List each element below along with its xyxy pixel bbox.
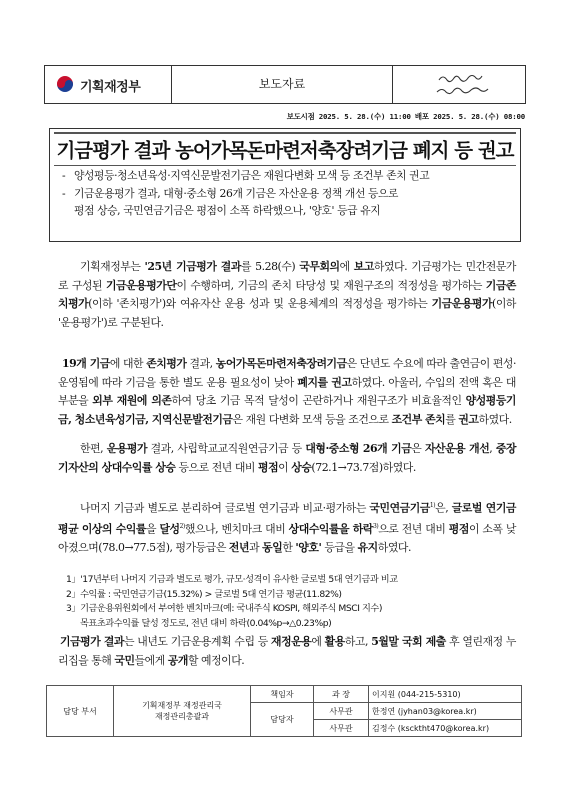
title-rule-bottom (54, 165, 516, 166)
ministry-name: 기획재정부 (80, 80, 141, 95)
slogan-calligraphy-icon (433, 71, 513, 99)
footnote-2: 2」수익률 : 국민연금기금(15.32%) > 글로벌 5대 연기금 평균(11.82%) (66, 588, 342, 600)
footnotes (66, 573, 516, 631)
paragraph-2: 19개 기금에 대한 존치평가 결과, 농어가목돈마련저축장려기금은 단년도 수요에 따라 출연금이 편성·운영됨에 따라 기금을 통한 별도 운용 필요성이 낮아 폐지를 권고하였다. 아울러, 수입의 전액 혹은 대부분을 외부 재원에 의존하여 당초 기금 목적 달성이 곤란하거나 재원구조가 비효율적인 양성평등기금, 청소년육성기금, 지역신문발전기금은 재원 다변화 모색 등을 조건으로 조건부 존치를 권고하였다. (58, 357, 516, 426)
headline: 기금평가 결과 농어가목돈마련저축장려기금 폐지 등 권고 (56, 139, 514, 162)
footnote-3: 3」기금운용위원회에서 부여한 벤치마크(예: 국내주식 KOSPI, 해외주식 MSCI 지수) (66, 603, 382, 615)
footnote-1: 1」'17년부터 나머지 기금과 별도로 평가, 규모·성격이 유사한 글로벌 5대 연기금과 비교 (66, 574, 398, 585)
dept-label: 담당 부서 (47, 686, 114, 737)
embargo-line: 보도시점 2025. 5. 28.(수) 11:00 배포 2025. 5. 28.(수) 08:00 (286, 112, 525, 121)
paragraph-4: 나머지 기금과 별도로 분리하여 글로벌 연기금과 비교·평가하는 국민연금기금$^{1)}$은, 글로벌 연기금 평균 이상의 수익률을 달성$^{2)}$했으나, 벤치마크 대비 상대수익률을 하락$^{3)}$으로 전년 대비 평점이 소폭 낮아졌으며(78.0→77.5점), 평가등급은 전년과 동일한 '양호' 등급을 유지하였다. (58, 501, 516, 555)
ministry-logo (45, 66, 172, 103)
title-rule-top (54, 132, 516, 134)
subtitle-1: - 양성평등·청소년육성·지역신문발전기금은 재원다변화 모색 등 조건부 존치 권고 (62, 169, 430, 182)
subtitle-2: - 기금운용평가 결과, 대형·중소형 26개 기금은 자산운용 정책 개선 등으로 (62, 187, 399, 200)
contact-info: 김정수 (kscktht470@korea.kr) (369, 720, 522, 737)
contact-info: 이지원 (044-215-5310) (369, 686, 522, 703)
contact-title: 과 장 (314, 686, 369, 703)
staff-label: 담당자 (251, 703, 314, 737)
contact-info: 한정연 (jyhan03@korea.kr) (369, 703, 522, 720)
paragraph-1: 기획재정부는 '25년 기금평가 결과를 5.28(수) 국무회의에 보고하였다. 기금평가는 민간전문가로 구성된 기금운용평가단이 수행하며, 기금의 존치 타당성 및 재원구조의 적정성을 평가하는 기금존치평가(이하 '존치평가')와 여유자산 운용 성과 및 운용체계의 적정성을 평가하는 기금운용평가(이하 '운용평가')로 구분된다. (58, 260, 516, 329)
contact-title: 사무관 (314, 703, 369, 720)
head-label: 책임자 (251, 686, 314, 703)
press-header (44, 65, 526, 104)
title-box (49, 128, 521, 242)
paragraph-5: 기금평가 결과는 내년도 기금운용계획 수립 등 재정운용에 활용하고, 5월말 국회 제출 후 열린재정 누리집을 통해 국민들에게 공개할 예정이다. (58, 635, 516, 667)
taegeuk-logo-icon (55, 74, 75, 94)
footnote-3-cont: 목표초과수익률 달성 정도로, 전년 대비 하락(0.04%p→△0.23%p) (80, 617, 332, 629)
paragraph-3: 한편, 운용평가 결과, 사립학교교직원연금기금 등 대형·중소형 26개 기금은 자산운용 개선, 중장기자산의 상대수익률 상승 등으로 전년 대비 평점이 상승(72.1→73.7점)하였다. (58, 442, 517, 474)
contact-table (46, 685, 522, 737)
press-release-label: 보도자료 (172, 66, 393, 103)
subtitle-2-cont: 평점 상승, 국민연금기금은 평점이 소폭 하락했으나, '양호' 등급 유지 (74, 204, 381, 217)
dept-name: 기획재정부 재정관리국 재정관리총괄과 (114, 686, 251, 737)
contact-title: 사무관 (314, 720, 369, 737)
slogan (393, 66, 525, 103)
